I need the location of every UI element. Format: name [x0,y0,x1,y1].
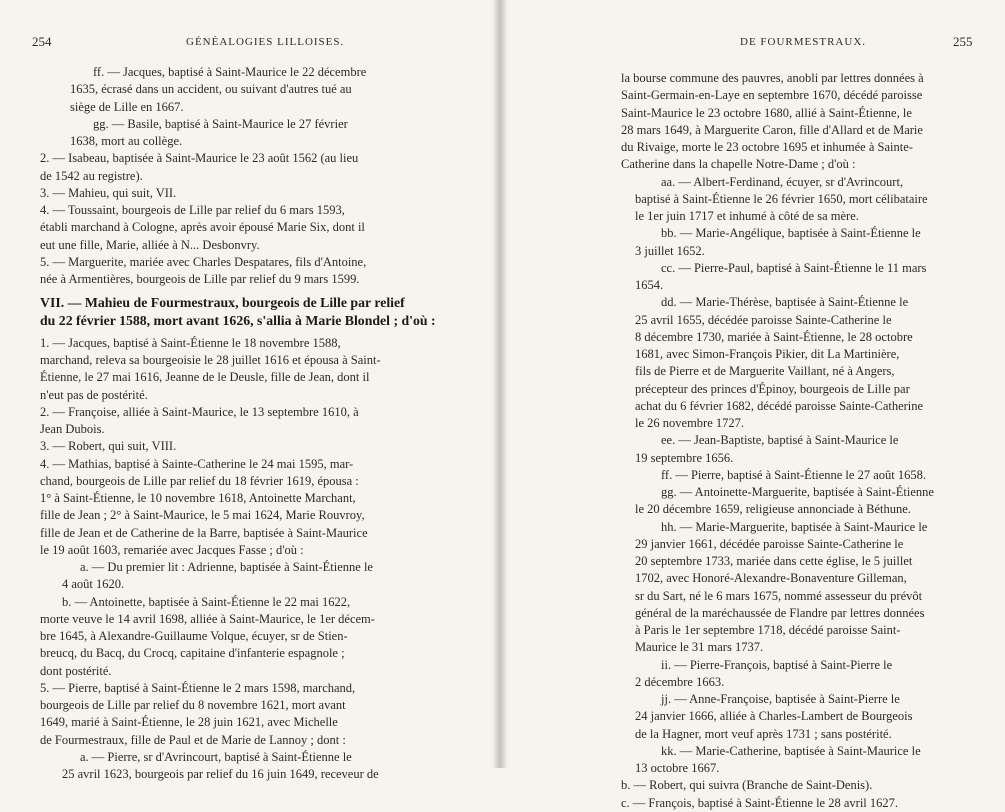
text-line: gg. — Antoinette-Marguerite, baptisée à Saint-Étienne [661,485,934,499]
text-line: baptisé à Saint-Étienne le 26 février 1650, mort célibataire [635,191,928,206]
text-line: 2 décembre 1663. [635,674,725,689]
book-gutter [492,0,508,768]
text-line: à Paris le 1er septembre 1718, décédé paroisse Saint- [635,623,901,637]
text-line: sr du Sart, né le 6 mars 1675, nommé assesseur du prévôt [635,588,923,603]
text-line: le 26 novembre 1727. [635,416,745,430]
text-line: 2. — Isabeau, baptisée à Saint-Maurice le 23 août 1562 (au lieu [40,151,359,166]
right-page [508,0,1005,810]
text-line: marchand, releva sa bourgeoisie le 28 juillet 1616 et épousa à Saint- [40,353,381,367]
left-page [0,0,492,781]
text-line: le 1er juin 1717 et inhumé à côté de sa mère. [635,209,859,223]
text-line: le 20 décembre 1659, religieuse annonciade à Béthune. [635,502,911,517]
text-line: fille de Jean ; 2° à Saint-Maurice, le 5 mai 1624, Marie Rouvroy, [40,508,365,523]
text-line: dont postérité. [40,663,112,678]
text-line: 3. — Robert, qui suit, VIII. [40,439,177,454]
text-line: la bourse commune des pauvres, anobli par lettres données à [621,71,924,85]
text-line: Maurice le 31 mars 1737. [635,640,764,655]
text-line: breucq, du Bacq, du Crocq, capitaine d'infanterie espagnole ; [40,646,345,661]
text-line: kk. — Marie-Catherine, baptisée à Saint-Maurice le [661,743,921,758]
text-line: dd. — Marie-Thérèse, baptisée à Saint-Étienne le [661,295,909,310]
text-line: 1702, avec Honoré-Alexandre-Bonaventure Gilleman, [635,571,907,586]
text-line: bourgeois de Lille par relief du 8 novembre 1621, mort avant [40,698,346,712]
text-line: jj. — Anne-Françoise, baptisée à Saint-Pierre le [661,692,900,706]
text-line: b. — Robert, qui suivra (Branche de Saint-Denis). [621,778,873,793]
running-head: DE FOURMESTRAUX. [740,36,867,48]
text-line: gg. — Basile, baptisé à Saint-Maurice le 27 février [93,116,348,131]
text-line: VII. — Mahieu de Fourmestraux, bourgeois de Lille par relief [40,295,405,311]
text-line: Catherine dans la chapelle Notre-Dame ; d'où : [621,157,856,172]
text-line: le 19 août 1603, remariée avec Jacques Fasse ; d'où : [40,542,304,557]
text-line: Étienne, le 27 mai 1616, Jeanne de le Deusle, fille de Jean, dont il [40,370,370,385]
text-line: ff. — Pierre, baptisé à Saint-Étienne le 27 août 1658. [661,467,926,482]
text-line: 24 janvier 1666, alliée à Charles-Lambert de Bourgeois [635,709,913,724]
text-line: 4. — Mathias, baptisé à Sainte-Catherine le 24 mai 1595, mar- [40,456,354,471]
text-line: aa. — Albert-Ferdinand, écuyer, sr d'Avrincourt, [661,174,904,189]
text-line: siège de Lille en 1667. [70,99,184,114]
text-line: général de la maréchaussée de Flandre par lettres données [635,605,925,620]
page-number: 254 [32,34,52,49]
running-head: GÉNÉALOGIES LILLOISES. [186,36,345,48]
text-line: de 1542 au registre). [40,168,143,183]
text-line: 1681, avec Simon-François Pikier, dit La Martinière, [635,347,900,361]
page-number: 255 [953,34,973,49]
text-line: 8 décembre 1730, mariée à Saint-Étienne, le 28 octobre [635,329,913,344]
text-line: fille de Jean et de Catherine de la Barre, baptisée à Saint-Maurice [40,525,368,540]
text-line: 4. — Toussaint, bourgeois de Lille par relief du 6 mars 1593, [40,203,345,217]
text-line: 1. — Jacques, baptisé à Saint-Étienne le 18 novembre 1588, [40,335,341,350]
text-line: c. — François, baptisé à Saint-Étienne le 28 avril 1627. [621,795,899,810]
text-block [621,70,991,812]
text-line: 20 septembre 1733, mariée dans cette église, le 5 juillet [635,554,913,568]
text-line: 2. — Françoise, alliée à Saint-Maurice, le 13 septembre 1610, à [40,404,359,419]
text-line: 4 août 1620. [62,577,125,592]
text-line: 25 avril 1623, bourgeois par relief du 16 juin 1649, receveur de [62,767,379,781]
text-line: chand, bourgeois de Lille par relief du 18 février 1619, épousa : [40,473,359,488]
text-line: précepteur des princes d'Épinoy, bourgeois de Lille par [635,381,910,396]
text-line: morte veuve le 14 avril 1698, alliée à Saint-Maurice, le 1er décem- [40,611,375,626]
text-line: eut une fille, Marie, alliée à N... Desbonvry. [40,237,260,252]
text-line: du 22 février 1588, mort avant 1626, s'allia à Marie Blondel ; d'où : [40,312,436,328]
text-line: 3 juillet 1652. [635,243,705,258]
text-line: a. — Du premier lit : Adrienne, baptisée à Saint-Étienne le [80,560,373,574]
text-line: de Fourmestraux, fille de Paul et de Marie de Lannoy ; dont : [40,732,346,747]
text-line: 19 septembre 1656. [635,450,734,465]
text-line: achat du 6 février 1682, décédé paroisse Sainte-Catherine [635,398,924,413]
text-line: Saint-Germain-en-Laye en septembre 1670, décédé paroisse [621,88,923,103]
text-line: 5. — Marguerite, mariée avec Charles Despatares, fils d'Antoine, [40,254,367,269]
text-line: ff. — Jacques, baptisé à Saint-Maurice le 22 décembre [93,65,367,79]
text-line: établi marchand à Cologne, après avoir épousé Marie Six, dont il [40,220,365,235]
text-line: bre 1645, à Alexandre-Guillaume Volque, écuyer, sr de Stien- [40,629,348,643]
text-block [40,64,460,783]
text-line: 25 avril 1655, décédée paroisse Sainte-Catherine le [635,312,892,327]
text-line: 13 octobre 1667. [635,761,720,775]
text-line: n'eut pas de postérité. [40,387,148,402]
text-line: 1635, écrasé dans un accident, ou suivant d'autres tué au [70,82,352,97]
text-line: 28 mars 1649, à Marguerite Caron, fille d'Allard et de Marie [621,122,923,137]
text-line: 3. — Mahieu, qui suit, VII. [40,185,177,200]
text-line: cc. — Pierre-Paul, baptisé à Saint-Étienne le 11 mars [661,260,927,275]
text-line: a. — Pierre, sr d'Avrincourt, baptisé à Saint-Étienne le [80,749,352,764]
text-line: Jean Dubois. [40,422,105,436]
text-line: 1° à Saint-Étienne, le 10 novembre 1618, Antoinette Marchant, [40,491,356,505]
text-line: b. — Antoinette, baptisée à Saint-Étienne le 22 mai 1622, [62,594,351,609]
text-line: ii. — Pierre-François, baptisé à Saint-Pierre le [661,657,893,672]
text-line: Saint-Maurice le 23 octobre 1680, allié à Saint-Étienne, le [621,105,912,120]
text-line: 5. — Pierre, baptisé à Saint-Étienne le 2 mars 1598, marchand, [40,680,356,695]
text-line: 1649, marié à Saint-Étienne, le 28 juin 1621, avec Michelle [40,715,338,730]
text-line: bb. — Marie-Angélique, baptisée à Saint-Étienne le [661,226,921,241]
text-line: 29 janvier 1661, décédée paroisse Sainte-Catherine le [635,536,904,551]
text-line: ee. — Jean-Baptiste, baptisé à Saint-Maurice le [661,433,899,448]
text-line: 1654. [635,278,664,292]
text-line: de la Hagner, mort veuf après 1731 ; sans postérité. [635,726,892,741]
text-line: fils de Pierre et de Marguerite Vaillant, né à Angers, [635,364,895,379]
text-line: du Rivaige, morte le 23 octobre 1695 et inhumée à Sainte- [621,140,913,154]
text-line: née à Armentières, bourgeois de Lille par relief du 9 mars 1599. [40,272,360,286]
text-line: hh. — Marie-Marguerite, baptisée à Saint-Maurice le [661,519,928,534]
text-line: 1638, mort au collège. [70,134,183,148]
